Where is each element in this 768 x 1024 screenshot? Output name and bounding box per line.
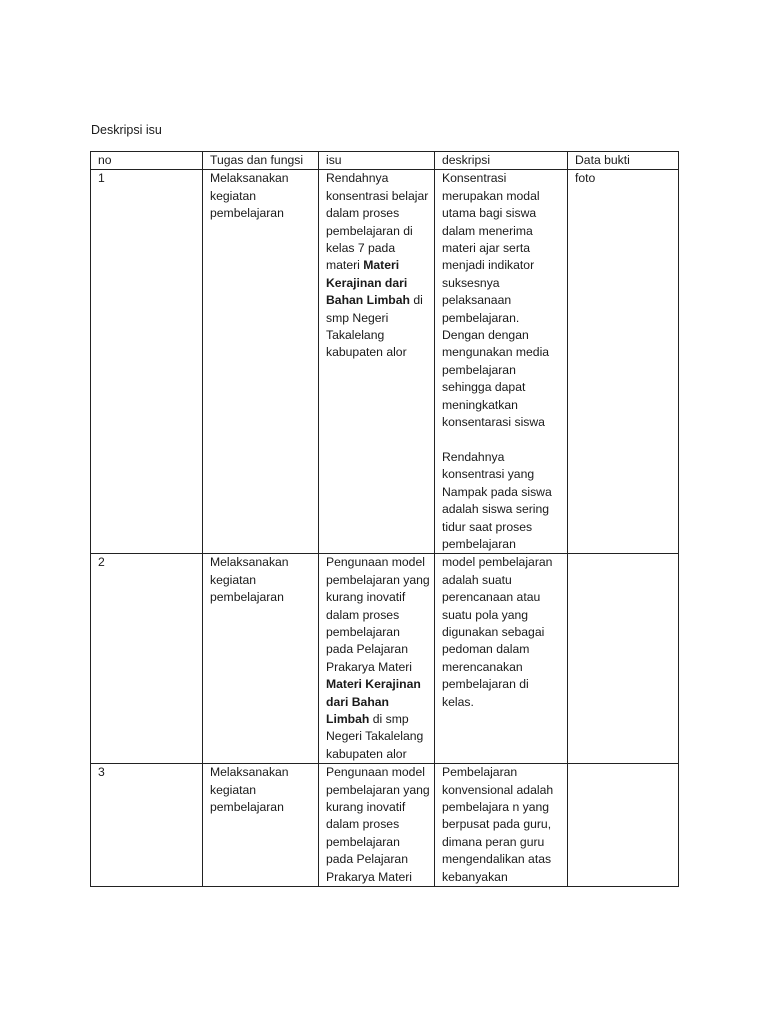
table-header-row [91,152,679,170]
isu-bold-text: Materi Kerajinan dari Bahan Limbah [326,677,421,726]
deskripsi-paragraph: Pembelajaran konvensional adalah pembelajara n yang berpusat pada guru, dimana peran guru mengendalikan atas kebanyakan [442,765,554,884]
cell-tugas: Melaksanakan kegiatan pembelajaran [203,170,319,554]
header-data-bukti: Data bukti [568,152,679,170]
cell-isu [319,170,435,554]
isu-text: Pengunaan model pembelajaran yang kurang inovatif dalam proses pembelajaran pada Pelajaran Prakarya Materi [326,555,430,674]
cell-no: 3 [91,764,203,887]
cell-isu [319,554,435,764]
isu-text-end: di smp Negeri Takalelang kabupaten alor [326,293,423,360]
table-row [91,764,679,887]
cell-tugas: Melaksanakan kegiatan pembelajaran [203,764,319,887]
issue-table [90,151,679,887]
header-deskripsi: deskripsi [435,152,568,170]
cell-deskripsi [435,170,568,554]
table-row [91,170,679,554]
cell-no: 2 [91,554,203,764]
isu-text-end: di smp Negeri Takalelang kabupaten alor [326,711,424,761]
cell-data-bukti: foto [568,170,679,554]
isu-bold-text: Materi Kerajinan dari Bahan Limbah [326,258,410,308]
cell-no: 1 [91,170,203,554]
header-tugas: Tugas dan fungsi [203,152,319,170]
header-no: no [91,152,203,170]
cell-deskripsi [435,764,568,887]
table-row [91,554,679,764]
cell-data-bukti [568,554,679,764]
header-isu: isu [319,152,435,170]
deskripsi-paragraph: model pembelajaran adalah suatu perencanaan atau suatu pola yang digunakan sebagai pedoman dalam merencanakan pembelajaran di kelas. [442,555,553,709]
document-title: Deskripsi isu [91,123,162,137]
isu-text: Pengunaan model pembelajaran yang kurang inovatif dalam proses pembelajaran pada Pelajaran Prakarya Materi [326,765,430,884]
cell-deskripsi [435,554,568,764]
deskripsi-paragraph: Rendahnya konsentrasi yang Nampak pada siswa adalah siswa sering tidur saat proses pembelajaran [442,449,552,551]
cell-data-bukti [568,764,679,887]
deskripsi-paragraph: Konsentrasi merupakan modal utama bagi siswa dalam menerima materi ajar serta menjadi indikator suksesnya pelaksanaan pembelajaran. Dengan dengan mengunakan media pembelajaran sehingga dapat meningkatkan konsentarasi siswa [442,171,550,430]
cell-isu [319,764,435,887]
isu-text: Rendahnya konsentrasi belajar dalam proses pembelajaran di kelas 7 pada materi [326,171,429,273]
cell-tugas: Melaksanakan kegiatan pembelajaran [203,554,319,764]
